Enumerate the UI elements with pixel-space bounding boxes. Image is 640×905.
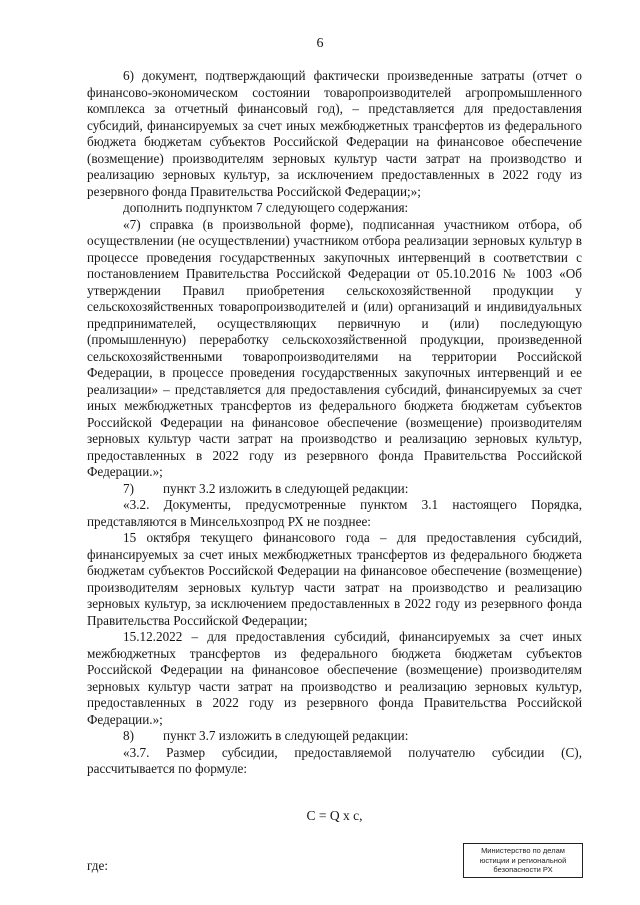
paragraph-3-2: «3.2. Документы, предусмотренные пунктом 3.1 настоящего Порядка, представляются в Минсельхозпрод РХ не позднее: (87, 497, 582, 529)
paragraph-item-7: «7) справка (в произвольной форме), подписанная участником отбора, об осуществлении (не осуществлении) участником отбора реализации зерновых культур в процессе проведения государственных закупочных интервенций в соответствии с постановлением Правительства Российской Федерации от 05.10.2016 № 1003 «Об утверждении Правил приобретения сельскохозяйственной продукции у сельскохозяйственных товаропроизводителей и (или) организаций и индивидуальных предпринимателей, осуществляющих первичную и (или) последующую (промышленную) переработку сельскохозяйственной продукции, произведенной сельскохозяйственными товаропроизводителями на территории Российской Федерации, в процессе проведения государственных закупочных интервенций и ее реализации» – представляется для предоставления субсидий, финансируемых за счет иных межбюджетных трансфертов из федерального бюджета бюджетам субъектов Российской Федерации на финансовое обеспечение (возмещение) производителям зерновых культур части затрат на производство и реализацию зерновых культур, предоставленных в 2022 году из резервного фонда Правительства Российской Федерации.»; (87, 216, 582, 479)
paragraph-deadline-december: 15.12.2022 – для предоставления субсидий, финансируемых за счет иных межбюджетных трансфертов из федерального бюджета бюджетам субъектов Российской Федерации на финансовое обеспечение (возмещение) производителям зерновых культур части затрат на производство и реализацию зерновых культур, предоставленных в 2022 году из резервного фонда Правительства Российской Федерации.»; (87, 629, 582, 727)
stamp-line: Министерство по делам (481, 846, 565, 855)
paragraph-number: 7) (123, 480, 134, 496)
paragraph-text: пункт 3.2 изложить в следующей редакции: (163, 480, 409, 496)
ministry-stamp (463, 843, 583, 878)
paragraph-number: 8) (123, 728, 134, 743)
page-number: 6 (316, 36, 324, 51)
paragraph-text: пункт 3.7 изложить в следующей редакции: (163, 728, 409, 743)
paragraph-add-subitem: дополнить подпунктом 7 следующего содержания: (123, 200, 409, 215)
paragraph-point-8 (87, 728, 582, 745)
document-body (87, 68, 582, 875)
paragraph-item-6: 6) документ, подтверждающий фактически произведенные затраты (отчет о финансово-экономическом состоянии товаропроизводителей агропромышленного комплекса за отчетный финансовый год), – представляется для предоставления субсидий, финансируемых за счет иных межбюджетных трансфертов из федерального бюджета бюджетам субъектов Российской Федерации на финансовое обеспечение (возмещение) производителям зерновых культур части затрат на производство и реализацию зерновых культур, за исключением предоставленных в 2022 году из резервного фонда Правительства Российской Федерации;»; (87, 68, 582, 199)
paragraph-deadline-october: 15 октября текущего финансового года – для предоставления субсидий, финансируемых за счет иных межбюджетных трансфертов из федерального бюджета бюджетам субъектов Российской Федерации на финансовое обеспечение (возмещение) производителям зерновых культур части затрат на производство и реализацию зерновых культур, за исключением предоставленных в 2022 году из резервного фонда Правительства Российской Федерации; (87, 530, 582, 628)
stamp-line: безопасности РХ (493, 865, 553, 874)
formula-where: где: (87, 858, 108, 873)
formula: С = Q x c, (306, 807, 363, 823)
stamp-line: юстиции и региональной (479, 855, 567, 865)
paragraph-3-7: «3.7. Размер субсидии, предоставляемой получателю субсидии (С), рассчитывается по формуле: (87, 744, 582, 776)
paragraph-point-7 (87, 481, 582, 498)
